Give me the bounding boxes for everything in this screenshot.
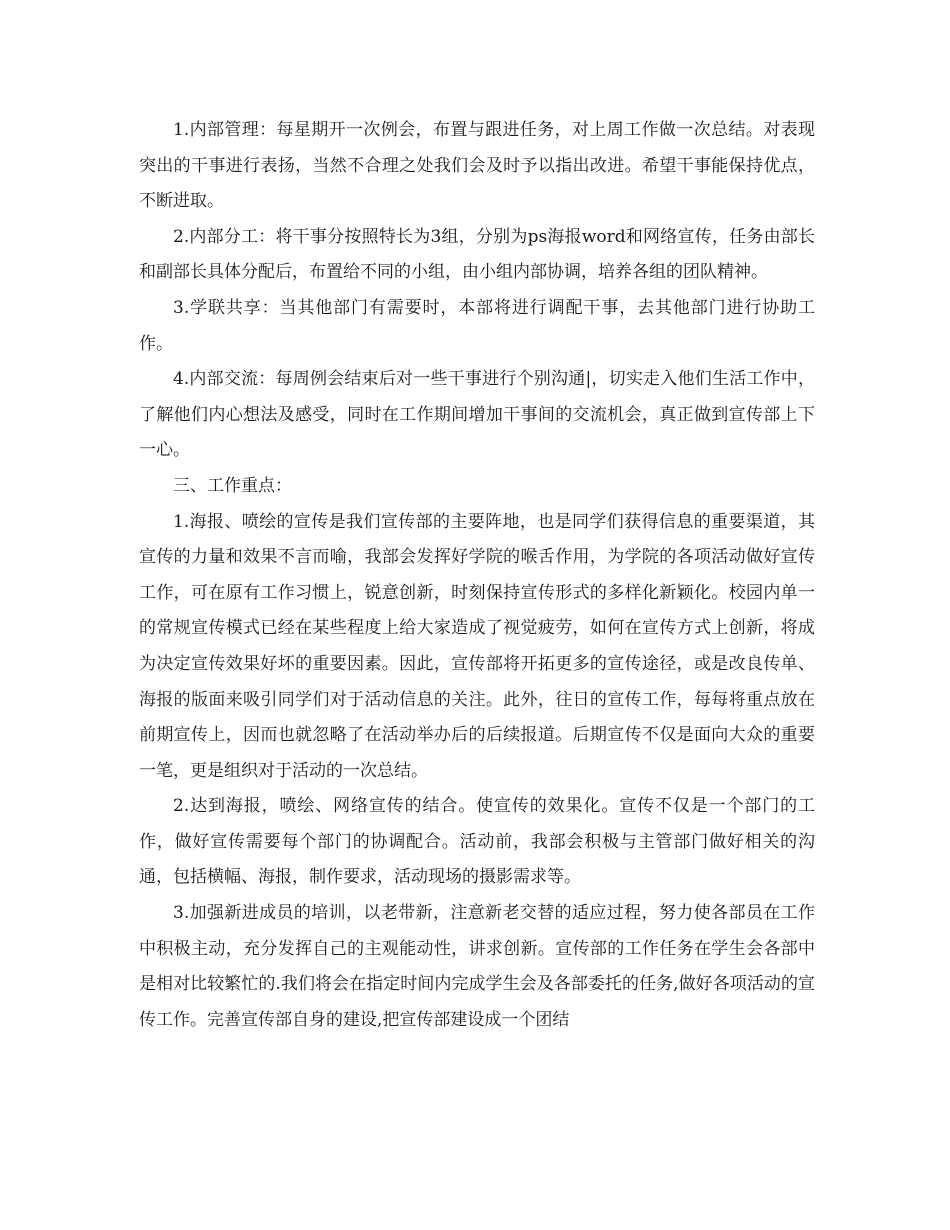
document-body (139, 113, 815, 1038)
paragraph-union-sharing: 3.学联共享：当其他部门有需要时，本部将进行调配干事，去其他部门进行协助工作。 (139, 297, 815, 354)
paragraph-internal-division: 2.内部分工：将干事分按照特长为3组，分别为ps海报word和网络宣传，任务由部长和副部长具体分配后，布置给不同的小组，由小组内部协调，培养各组的团队精神。 (139, 226, 815, 283)
paragraph-posters-publicity: 1.海报、喷绘的宣传是我们宣传部的主要阵地，也是同学们获得信息的重要渠道，其宣传的力量和效果不言而喻，我部会发挥好学院的喉舌作用，为学院的各项活动做好宣传工作，可在原有工作习惯上，锐意创新，时刻保持宣传形式的多样化新颖化。校园内单一的常规宣传模式已经在某些程度上给大家造成了视觉疲劳，如何在宣传方式上创新，将成为决定宣传效果好坏的重要因素。因此，宣传部将开拓更多的宣传途径，或是改良传单、海报的版面来吸引同学们对于活动信息的关注。此外，往日的宣传工作，每每将重点放在前期宣传上，因而也就忽略了在活动举办后的后续报道。后期宣传不仅是面向大众的重要一笔，更是组织对于活动的一次总结。 (139, 511, 815, 781)
paragraph-internal-communication: 4.内部交流：每周例会结束后对一些干事进行个别沟通|，切实走入他们生活工作中，了解他们内心想法及感受，同时在工作期间增加干事间的交流机会，真正做到宣传部上下一心。 (139, 369, 815, 461)
paragraph-member-training: 3.加强新进成员的培训，以老带新，注意新老交替的适应过程，努力使各部员在工作中积极主动，充分发挥自己的主观能动性，讲求创新。宣传部的工作任务在学生会各部中是相对比较繁忙的.我们将会在指定时间内完成学生会及各部委托的任务,做好各项活动的宣传工作。完善宣传部自身的建设,把宣传部建设成一个团结 (139, 903, 815, 1030)
section-heading-work-focus: 三、工作重点： (173, 475, 292, 496)
paragraph-combined-publicity: 2.达到海报，喷绘、网络宣传的结合。使宣传的效果化。宣传不仅是一个部门的工作，做好宣传需要每个部门的协调配合。活动前，我部会积极与主管部门做好相关的沟通，包括横幅、海报，制作要求，活动现场的摄影需求等。 (139, 796, 815, 888)
paragraph-internal-management: 1.内部管理：每星期开一次例会，布置与跟进任务，对上周工作做一次总结。对表现突出的干事进行表扬，当然不合理之处我们会及时予以指出改进。希望干事能保持优点，不断进取。 (139, 120, 815, 212)
